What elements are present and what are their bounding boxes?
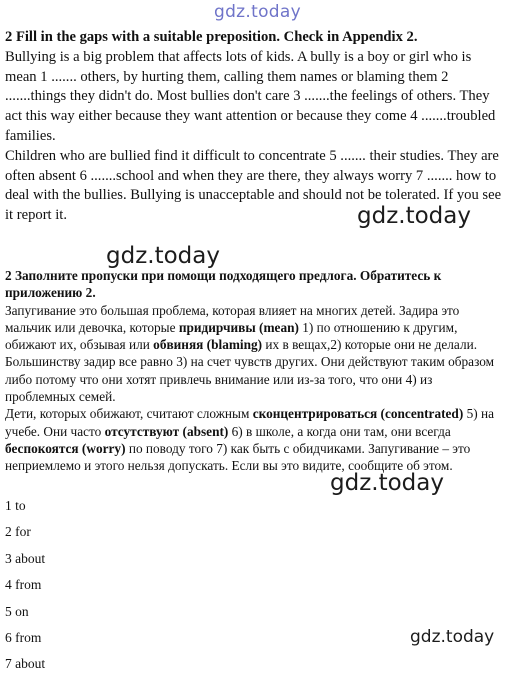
text-run: 5) на учебе. Они часто [5,406,494,439]
text-run: их в вещах,2) которые они не делали. Большинству задир все равно 3) на счет чувств других. Они действуют таким образом либо потому что они хотят привлечь внимание или из-за того, что они 4) из проблемных семей. [5,337,495,405]
watermark-top: gdz.today [214,2,301,22]
answer-item: 5 on [5,603,29,619]
term-absent: отсутствуют (absent) [104,423,229,439]
text-run: Запугивание это большая проблема, которая влияет на многих детей. Задира это мальчик или девочка, которые [5,302,460,335]
answers-list [5,497,45,682]
term-worry: беспокоятся (worry) [5,440,126,456]
russian-paragraph-1 [5,302,505,406]
answer-item: 4 from [5,577,42,593]
english-paragraph-2: Children who are bullied find it difficult to concentrate 5 ....... their studies. They are often absent 6 .......school and when they are there, they always worry 7 ....... how to deal with the bullies. Bullying is unacceptable and should not be tolerated. If you see it report it. [5,147,502,224]
watermark: gdz.today [106,243,220,269]
term-concentrated: сконцентрироваться (concentrated) [252,406,464,422]
answer-item: 3 about [5,550,46,566]
russian-translation [5,267,505,475]
term-mean: придирчивы (mean) [178,319,299,335]
watermark: gdz.today [357,203,471,229]
text-run: по поводу того 7) как быть с обидчиками. Запугивание – это неприемлемо и этого нельзя допускать. Если вы это видите, сообщите об этом. [5,440,471,474]
english-exercise-title: 2 Fill in the gaps with a suitable preposition. Check in Appendix 2. [5,29,418,45]
answer-item: 7 about [5,656,46,672]
english-exercise [5,28,505,226]
term-blaming: обвиняя (blaming) [153,337,263,353]
watermark: gdz.today [410,627,495,647]
answer-item: 6 from [5,629,42,645]
english-paragraph-1: Bullying is a big problem that affects lots of kids. A bully is a boy or girl who is mean 1 ....... others, by hurting them, calling them names or blaming them 2 .......things they didn't do. Most bullies don't care 3 .......the feelings of others. They act this way either because they want attention or because they come 4 .......troubled families. [5,48,496,144]
russian-paragraph-2 [5,405,505,474]
text-run: 1) по отношению к другим, обижают их, обзывая или [5,319,458,353]
text-run: Дети, которых обижают, считают сложным [5,406,253,422]
watermark: gdz.today [330,470,444,496]
answer-item: 1 to [5,498,26,513]
answer-item: 2 for [5,524,31,540]
text-run: 6) в школе, а когда они там, они всегда [228,423,451,439]
russian-translation-title: 2 Заполните пропуски при помощи подходящего предлога. Обратитесь к приложению 2. [5,268,442,301]
